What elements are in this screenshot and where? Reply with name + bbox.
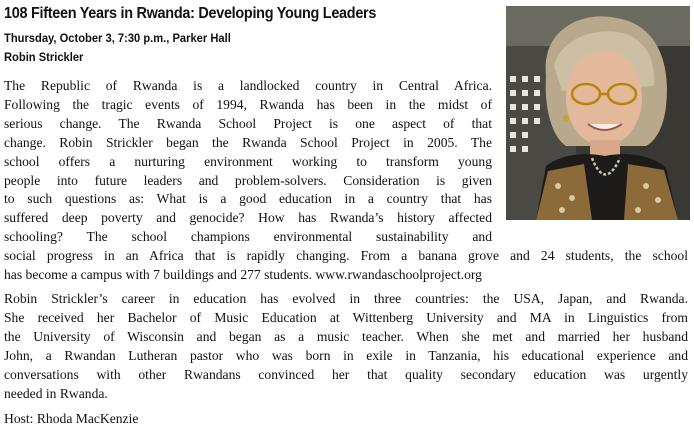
event-title: 108 Fifteen Years in Rwanda: Developing Young Leaders: [4, 5, 377, 22]
description-line: has become a campus with 7 buildings and 277 students. www.rwandaschoolproject.org: [4, 267, 482, 283]
bio-line: She received her Bachelor of Music Education at Wittenberg University and MA in Linguistics from: [4, 309, 688, 325]
event-datetime-location: Thursday, October 3, 7:30 p.m., Parker Hall: [4, 31, 231, 45]
description-line: suffered deep poverty and genocide? How has Rwanda’s history affected: [4, 210, 492, 226]
speaker-bio: [4, 290, 688, 403]
bio-line: the University of Wisconsin and began as a music teacher. When she met and married her husband: [4, 328, 688, 344]
description-line: people into future leaders and problem-solvers. Consideration is given: [4, 172, 492, 188]
description-line: serious change. The Rwanda School Project is one aspect of that: [4, 115, 492, 131]
description-line: to such questions as: What is a good education in a country that has: [4, 191, 492, 207]
description-line: The Republic of Rwanda is a landlocked country in Central Africa.: [4, 78, 492, 93]
event-description: [4, 77, 688, 285]
event-speaker: Robin Strickler: [4, 50, 84, 64]
bio-line: conversations with other Rwandans convinced her that quality secondary education was urgently: [4, 366, 688, 382]
bio-line: John, a Rwandan Lutheran pastor who was born in exile in Tanzania, his educational experience and: [4, 347, 688, 363]
description-line: schooling? The school champions environmental sustainability and: [4, 229, 492, 245]
description-line: school offers a nurturing environment working to transform young: [4, 153, 492, 169]
description-line: change. Robin Strickler began the Rwanda School Project in 2005. The: [4, 134, 492, 150]
description-line: Following the tragic events of 1994, Rwanda has been in the midst of: [4, 96, 492, 112]
event-host: Host: Rhoda MacKenzie: [4, 411, 139, 426]
bio-line: needed in Rwanda.: [4, 385, 108, 401]
bio-line: Robin Strickler’s career in education has evolved in three countries: the USA, Japan, and Rwanda.: [4, 291, 688, 306]
description-line: social progress in an Africa that is rapidly changing. From a banana grove and 24 students, the school: [4, 248, 688, 264]
